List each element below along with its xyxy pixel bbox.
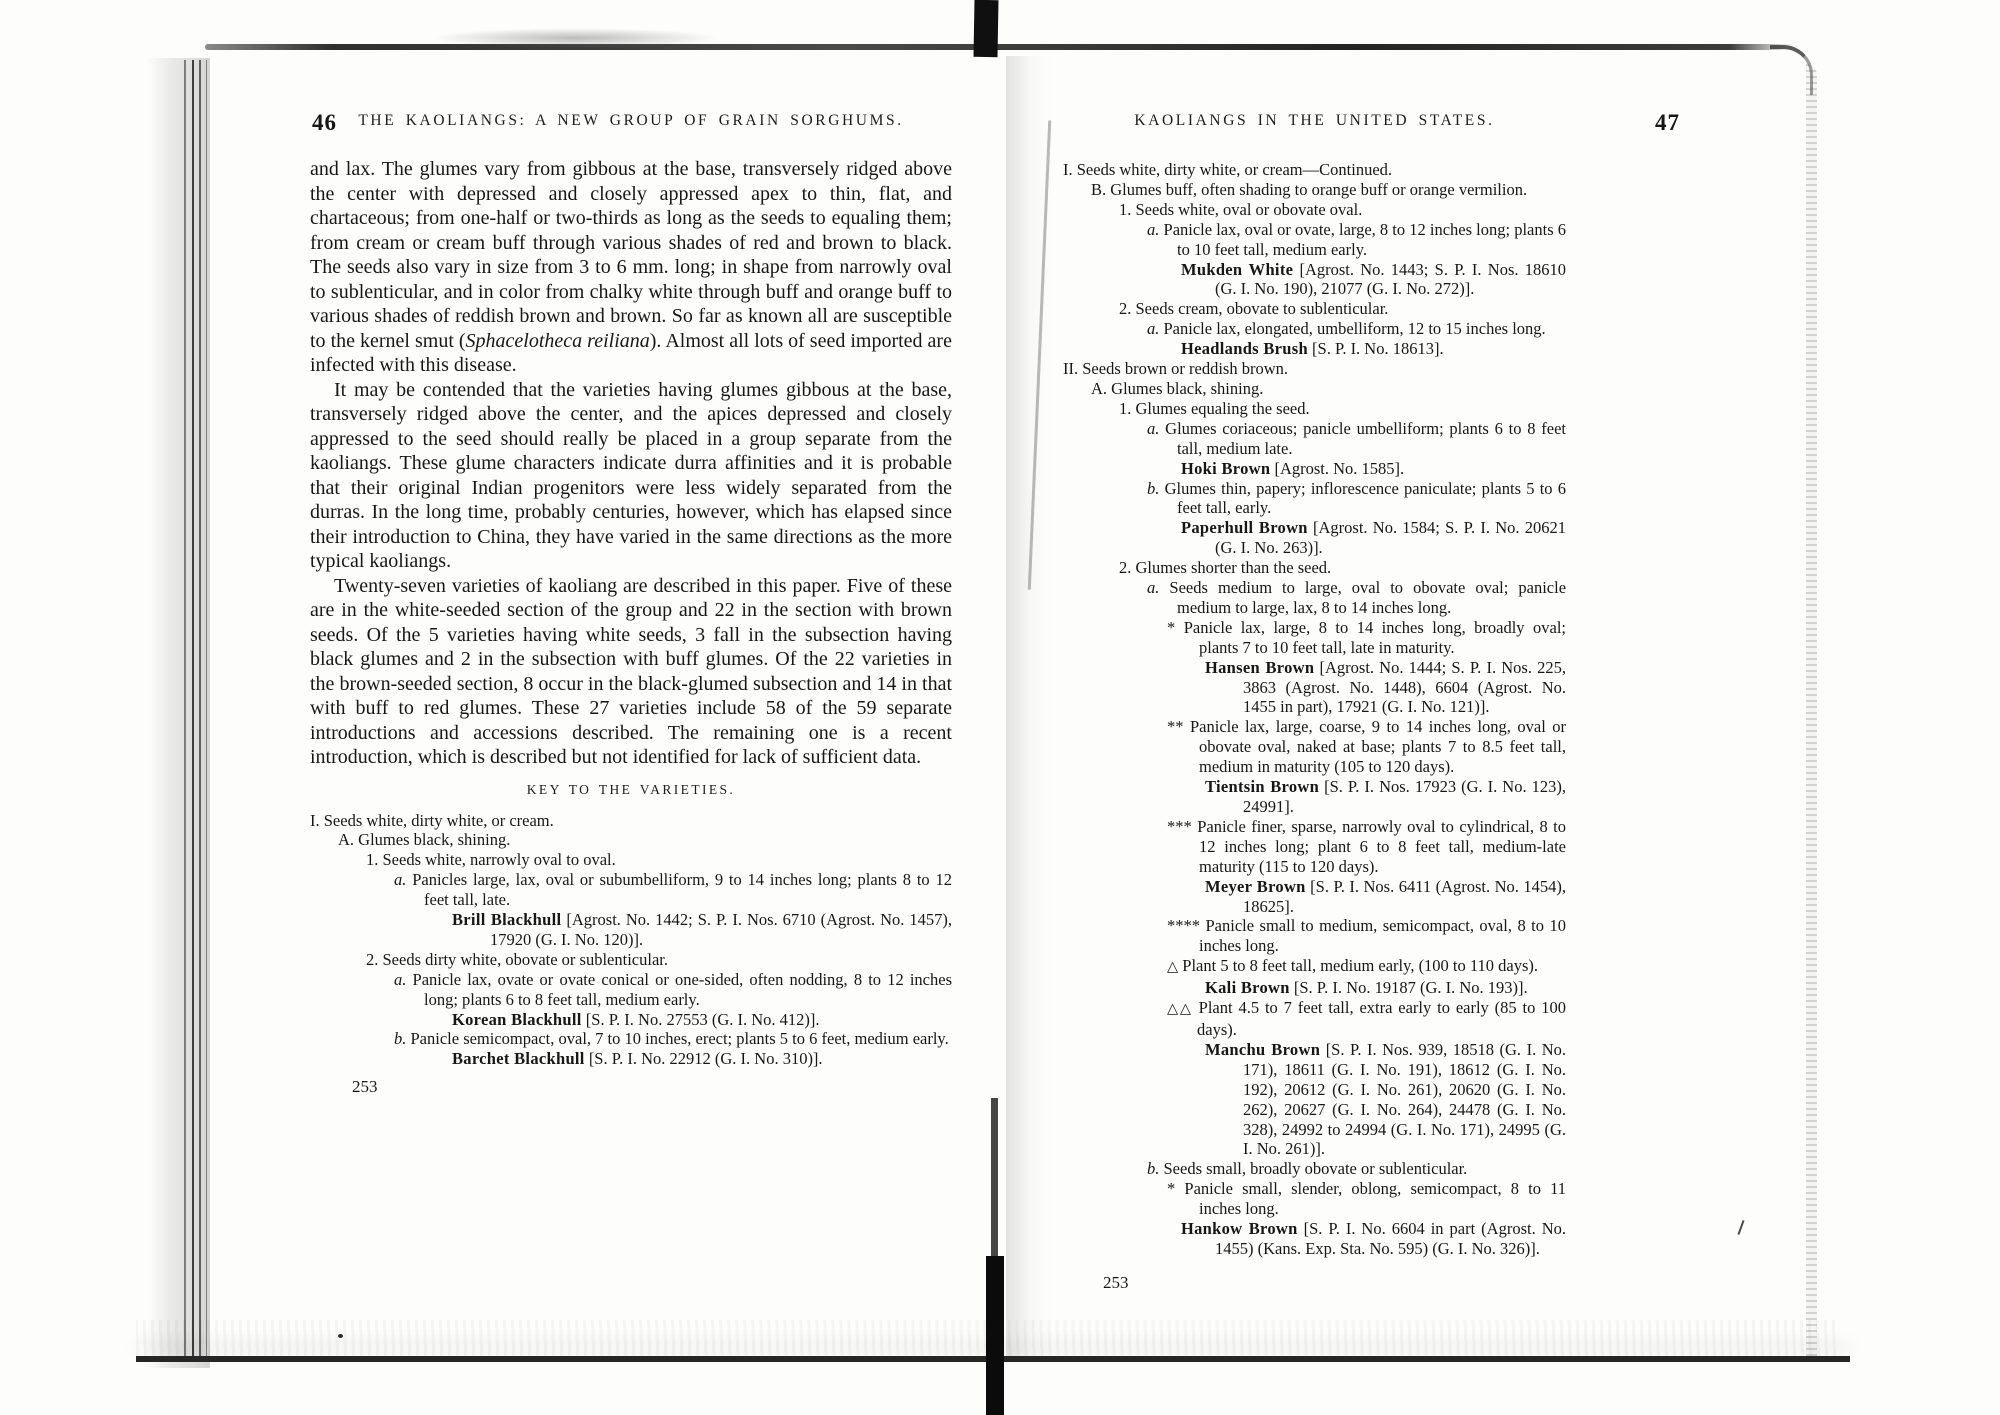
- variety-entry: [452, 910, 952, 950]
- key-marker: B.: [1091, 179, 1107, 199]
- key-entry: [1167, 998, 1566, 1040]
- variety-entry: [1181, 1219, 1566, 1259]
- key-marker: b.: [1147, 1159, 1160, 1179]
- key-marker: A.: [338, 830, 355, 850]
- key-marker: I.: [310, 810, 320, 830]
- spine-mark-bottom-thin: [991, 1098, 998, 1273]
- key-entry: [1147, 1159, 1566, 1179]
- variety-name: Tientsin Brown: [1205, 777, 1320, 797]
- key-text: Panicle lax, large, coarse, 9 to 14 inches long, oval or obovate oval, naked at base; plants 7 to 8.5 feet tall, medium in maturity (105 to 120 days).: [1189, 717, 1567, 777]
- variety-entry: [1181, 339, 1566, 359]
- key-entry: [1091, 180, 1566, 200]
- key-entry: [1167, 1179, 1566, 1219]
- key-entry: [1167, 956, 1566, 978]
- key-entry: [1147, 319, 1566, 339]
- key-entry: [1119, 399, 1566, 419]
- variety-name: Mukden White: [1181, 259, 1294, 279]
- variety-entry: [1205, 658, 1566, 718]
- key-text: Seeds white, oval or obovate oval.: [1135, 199, 1363, 219]
- key-marker: a.: [394, 870, 407, 890]
- variety-name: Hoki Brown: [1181, 458, 1271, 478]
- key-text: Seeds white, dirty white, or cream—Continued.: [1076, 160, 1393, 179]
- key-marker: II.: [1063, 359, 1079, 379]
- key-text: [S. P. I. Nos. 939, 18518 (G. I. No. 171), 18611 (G. I. No. 191), 18612 (G. I. No. 192), 20612 (G. I. No. 261), 20620 (G. I. No. 262), 20627 (G. I. No. 264), 24478 (G. I. No. 328), 24992 to 24994 (G. I. No. 171), 24995 (G. I. No. 261)].: [1243, 1039, 1566, 1159]
- key-entry: [1091, 379, 1566, 399]
- key-text: [Agrost. No. 1444; S. P. I. Nos. 225, 3863 (Agrost. No. 1448), 6604 (Agrost. No. 1455 in part), 17921 (G. I. No. 121)].: [1243, 657, 1566, 717]
- variety-name: Hansen Brown: [1205, 657, 1315, 677]
- left-page: [310, 112, 952, 1097]
- key-entry: [1167, 916, 1566, 956]
- key-text: Panicle lax, elongated, umbelliform, 12 to 15 inches long.: [1163, 319, 1546, 339]
- variety-name: Meyer Brown: [1205, 876, 1306, 896]
- spine-mark-bottom: [986, 1256, 1004, 1415]
- key-text: Seeds dirty white, obovate or sublenticular.: [382, 949, 668, 969]
- variety-entry: [1205, 1040, 1566, 1159]
- variety-name: Hankow Brown: [1181, 1219, 1298, 1239]
- key-text: [Agrost. No. 1442; S. P. I. Nos. 6710 (Agrost. No. 1457), 17920 (G. I. No. 120)].: [490, 910, 952, 949]
- key-entry: [394, 1029, 952, 1049]
- key-text: Seeds white, narrowly oval to oval.: [382, 850, 616, 870]
- variety-entry: [1181, 459, 1566, 479]
- key-text: Glumes coriaceous; panicle umbelliform; plants 6 to 8 feet tall, medium late.: [1165, 418, 1567, 458]
- variety-name: Brill Blackhull: [452, 910, 562, 930]
- paragraph-1: [310, 157, 952, 378]
- key-text: Panicle small, slender, oblong, semicompact, 8 to 11 inches long.: [1184, 1179, 1566, 1219]
- key-text: [S. P. I. No. 22912 (G. I. No. 310)].: [584, 1049, 823, 1069]
- key-marker: 2.: [1119, 558, 1132, 578]
- key-entry: [1119, 299, 1566, 319]
- scan-artifact: [338, 1334, 343, 1338]
- key-entry: [1147, 220, 1566, 260]
- key-entry: [1167, 817, 1566, 877]
- key-text: Glumes shorter than the seed.: [1135, 558, 1332, 578]
- left-page-stack-edge: [199, 60, 201, 1360]
- key-marker: △△: [1167, 1001, 1193, 1018]
- left-running-title: THE KAOLIANGS: A NEW GROUP OF GRAIN SORGHUMS.: [358, 112, 904, 129]
- key-text: Panicle lax, oval or ovate, large, 8 to 12 inches long; plants 6 to 10 feet tall, medium early.: [1163, 219, 1567, 259]
- key-text: Plant 4.5 to 7 feet tall, extra early to early (85 to 100 days).: [1197, 998, 1566, 1039]
- key-entry: [1119, 558, 1566, 578]
- key-text: [S. P. I. Nos. 17923 (G. I. No. 123), 24991].: [1243, 777, 1566, 816]
- key-entry: [394, 870, 952, 910]
- variety-entry: [1181, 260, 1566, 300]
- key-entry: [366, 950, 952, 970]
- right-page: [1063, 110, 1680, 1293]
- left-page-stack-edge: [206, 60, 207, 1360]
- key-entry: [338, 830, 952, 850]
- key-entry: [1147, 578, 1566, 618]
- variety-entry: [1181, 518, 1566, 558]
- key-entry: [1167, 618, 1566, 658]
- paragraph-1-text: and lax. The glumes vary from gibbous at the base, transversely ridged above the center with depressed and closely appressed apex to thin, flat, and chartaceous; from one-half or two-thirds as long as the seeds to equaling them; from cream or cream buff through various shades of red and brown to black. The seeds also vary in size from 3 to 6 mm. long; in shape from narrowly oval to sublenticular, and in color from chalky white through buff and orange buff to various shades of reddish brown and brown. So far as known all are susceptible to the kernel smut (: [310, 158, 952, 352]
- right-page-header: [1063, 110, 1680, 138]
- key-text: Seeds medium to large, oval to obovate oval; panicle medium to large, lax, 8 to 14 inches long.: [1169, 578, 1567, 617]
- key-text: Glumes black, shining.: [358, 830, 511, 850]
- key-text: Seeds brown or reddish brown.: [1082, 359, 1289, 379]
- variety-name: Kali Brown: [1205, 978, 1290, 998]
- key-marker: ***: [1167, 816, 1192, 836]
- variety-entry: [1205, 978, 1566, 998]
- key-entry: [394, 970, 952, 1010]
- variety-name: Manchu Brown: [1205, 1039, 1321, 1059]
- key-marker: **: [1167, 717, 1184, 737]
- paragraph-3: Twenty-seven varieties of kaoliang are described in this paper. Five of these are in the white-seeded section of the group and 22 in the section with brown seeds. Of the 5 varieties having white seeds, 3 fall in the subsection having black glumes and 2 in the subsection with buff glumes. Of the 22 varieties in the brown-seeded section, 8 occur in the black-glumed subsection and 14 in that with buff to red glumes. These 27 varieties include 58 of the 59 separate introductions and accessions described. The remaining one is a recent introduction, which is described but not identified for lack of sufficient data.: [310, 574, 952, 768]
- key-entry: [1167, 717, 1566, 777]
- variety-name: Headlands Brush: [1181, 339, 1308, 359]
- key-text: Seeds small, broadly obovate or sublenticular.: [1163, 1159, 1468, 1179]
- key-entry: [1147, 479, 1566, 519]
- key-text: [S. P. I. No. 18613].: [1307, 339, 1444, 359]
- key-text: Seeds white, dirty white, or cream.: [323, 810, 554, 830]
- key-marker: I.: [1063, 160, 1073, 179]
- scan-smudge: [430, 28, 720, 48]
- right-running-title: KAOLIANGS IN THE UNITED STATES.: [1134, 112, 1495, 129]
- key-marker: b.: [1147, 478, 1160, 498]
- key-text: Panicles large, lax, oval or subumbelliform, 9 to 14 inches long; plants 8 to 12 feet tall, late.: [412, 870, 952, 910]
- left-key-list: [310, 811, 952, 1070]
- left-page-number: 46: [312, 110, 337, 135]
- key-text: Panicle lax, ovate or ovate conical or one-sided, often nodding, 8 to 12 inches long; plants 6 to 8 feet tall, medium early.: [412, 969, 953, 1009]
- key-text: Panicle lax, large, 8 to 14 inches long, broadly oval; plants 7 to 10 feet tall, late in maturity.: [1183, 617, 1566, 657]
- key-marker: △: [1167, 959, 1179, 976]
- key-entry: [1063, 160, 1566, 180]
- key-text: [S. P. I. No. 6604 in part (Agrost. No. 1455) (Kans. Exp. Sta. No. 595) (G. I. No. 326)].: [1215, 1219, 1566, 1258]
- key-marker: a.: [1147, 319, 1160, 339]
- key-entry: [310, 811, 952, 831]
- right-page-number: 47: [1655, 110, 1680, 135]
- key-text: Glumes equaling the seed.: [1135, 398, 1310, 418]
- variety-entry: [452, 1010, 952, 1030]
- key-text: [S. P. I. Nos. 6411 (Agrost. No. 1454), 18625].: [1243, 876, 1567, 916]
- key-text: [S. P. I. No. 27553 (G. I. No. 412)].: [581, 1009, 820, 1029]
- key-entry: [1147, 419, 1566, 459]
- key-heading: KEY TO THE VARIETIES.: [526, 781, 736, 797]
- key-marker: A.: [1091, 378, 1108, 398]
- key-text: [Agrost. No. 1584; S. P. I. No. 20621 (G. I. No. 263)].: [1215, 518, 1566, 558]
- left-signature-number: 253: [352, 1077, 378, 1097]
- key-text: Seeds cream, obovate to sublenticular.: [1135, 299, 1389, 319]
- key-marker: 2.: [1119, 299, 1132, 319]
- variety-name: Paperhull Brown: [1181, 518, 1308, 538]
- key-text: Glumes thin, papery; inflorescence paniculate; plants 5 to 6 feet tall, early.: [1164, 478, 1566, 518]
- key-marker: a.: [1147, 418, 1160, 438]
- right-key-list: [1063, 160, 1566, 1259]
- key-marker: 1.: [366, 850, 379, 870]
- left-page-body: [310, 157, 952, 770]
- key-text: [S. P. I. No. 19187 (G. I. No. 193)].: [1289, 978, 1528, 998]
- key-text: Panicle small to medium, semicompact, oval, 8 to 10 inches long.: [1199, 916, 1566, 956]
- variety-name: Barchet Blackhull: [452, 1049, 585, 1069]
- key-text: Panicle semicompact, oval, 7 to 10 inches, erect; plants 5 to 6 feet, medium early.: [410, 1029, 949, 1049]
- left-page-header: [310, 112, 952, 138]
- gutter-shadow: [1006, 56, 1054, 1356]
- key-marker: a.: [394, 969, 407, 989]
- key-marker: 1.: [1119, 398, 1132, 418]
- key-entry: [1119, 200, 1566, 220]
- species-name-italic: Sphacelotheca reiliana: [465, 329, 650, 352]
- left-page-stack-edge: [192, 60, 194, 1360]
- key-marker: b.: [394, 1029, 407, 1049]
- key-text: Panicle finer, sparse, narrowly oval to cylindrical, 8 to 12 inches long; plant 6 to 8 feet tall, medium-late maturity (115 to 120 days).: [1197, 816, 1567, 876]
- key-text: [Agrost. No. 1585].: [1270, 458, 1405, 478]
- paragraph-2: It may be contended that the varieties having glumes gibbous at the base, transversely ridged above the center, and the apices depressed and closely appressed to the seed should really be placed in a group separate from the kaoliangs. These glume characters indicate durra affinities and it is probable that their original Indian progenitors were less widely separated from the durras. In the long time, probably centuries, however, which has elapsed since their introduction to China, they have varied in the same directions as the more typical kaoliangs.: [310, 378, 952, 572]
- variety-name: Korean Blackhull: [452, 1009, 582, 1029]
- right-page-edge: [1806, 64, 1817, 1356]
- spine-mark-top: [974, 0, 999, 57]
- key-text: Plant 5 to 8 feet tall, medium early, (100 to 110 days).: [1182, 956, 1539, 976]
- key-marker: ****: [1167, 916, 1200, 936]
- variety-entry: [1205, 777, 1566, 817]
- key-text: [Agrost. No. 1443; S. P. I. Nos. 18610 (G. I. No. 190), 21077 (G. I. No. 272)].: [1215, 259, 1566, 299]
- variety-entry: [452, 1049, 952, 1069]
- key-marker: 2.: [366, 949, 379, 969]
- key-marker: 1.: [1119, 199, 1132, 219]
- left-page-stack-edge: [184, 60, 186, 1360]
- key-entry: [366, 850, 952, 870]
- key-entry: [1063, 359, 1566, 379]
- scan-artifact: [1737, 1220, 1744, 1235]
- book-top-right-corner: [1770, 45, 1813, 95]
- key-marker: *: [1167, 617, 1176, 637]
- key-text: Glumes buff, often shading to orange buff or orange vermilion.: [1110, 179, 1528, 199]
- key-marker: a.: [1147, 219, 1160, 239]
- key-marker: a.: [1147, 578, 1160, 598]
- key-marker: *: [1167, 1179, 1176, 1199]
- paragraph-1-text-after: ). Almost all lots of seed imported are infected with this disease.: [310, 329, 952, 376]
- right-signature-number: 253: [1103, 1272, 1129, 1292]
- variety-entry: [1205, 877, 1566, 917]
- key-text: Glumes black, shining.: [1111, 378, 1264, 398]
